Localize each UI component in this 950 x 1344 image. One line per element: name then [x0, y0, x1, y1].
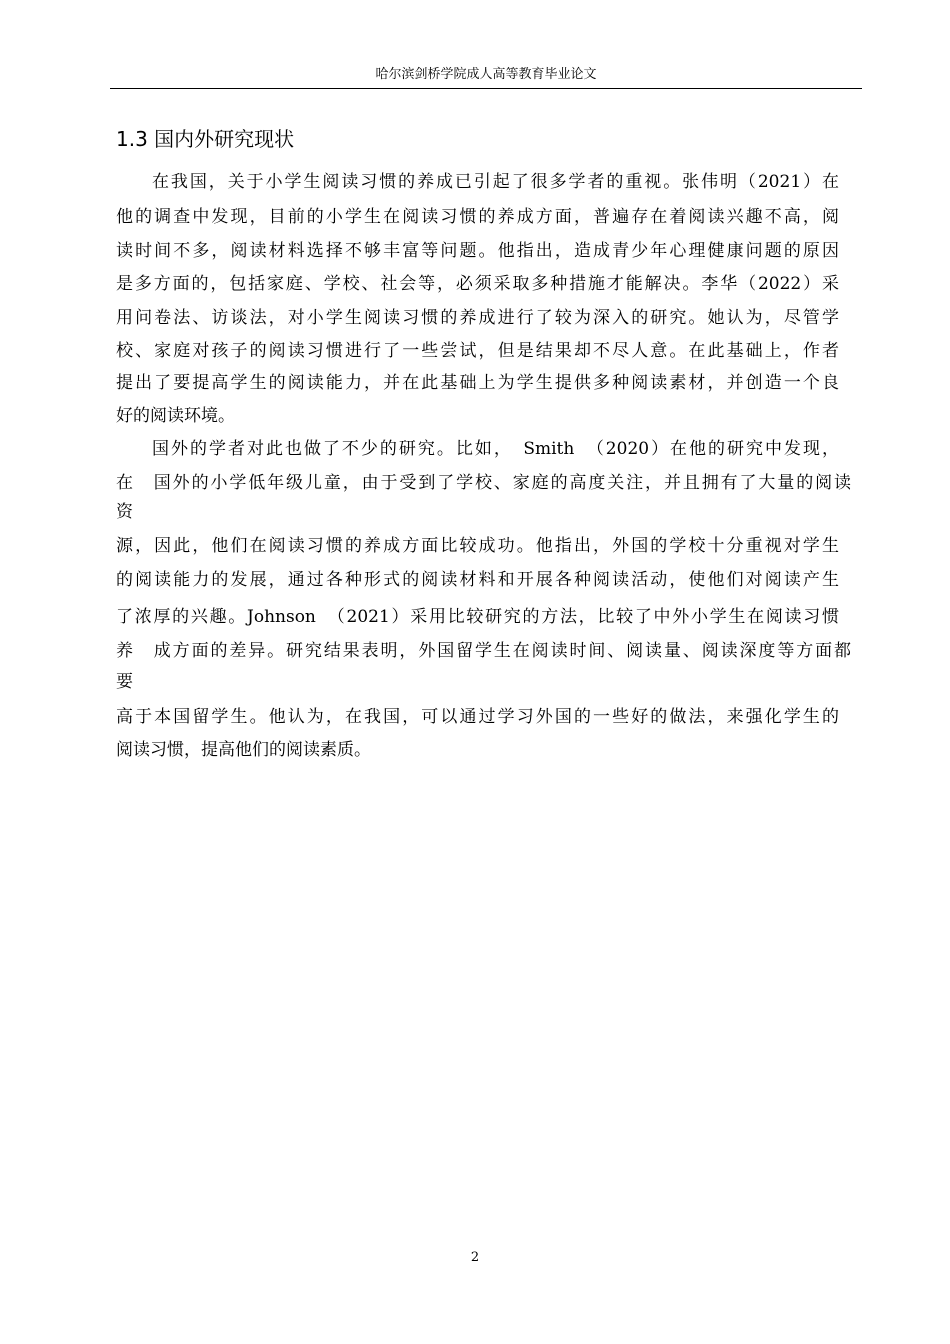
paragraph-line: 阅读习惯，提高他们的阅读素质。 — [116, 740, 371, 760]
paragraph-line: 国外的学者对此也做了不少的研究。比如， Smith （2020）在他的研究中发现， — [152, 439, 839, 459]
paragraph-line: 资 — [116, 502, 133, 522]
paragraph-line: 他的调查中发现，目前的小学生在阅读习惯的养成方面，普遍存在着阅读兴趣不高，阅 — [116, 207, 839, 227]
paragraph-line: 是多方面的，包括家庭、学校、社会等，必须采取多种措施才能解决。李华（2022）采 — [116, 274, 839, 294]
page-number: 2 — [470, 1250, 480, 1265]
paragraph-line: 校、家庭对孩子的阅读习惯进行了一些尝试，但是结果却不尽人意。在此基础上，作者 — [116, 341, 839, 361]
paragraph-line: 了浓厚的兴趣。Johnson （2021）采用比较研究的方法，比较了中外小学生在阅读习惯 — [116, 607, 839, 627]
paragraph-line: 用问卷法、访谈法，对小学生阅读习惯的养成进行了较为深入的研究。她认为，尽管学 — [116, 308, 839, 328]
paragraph-line: 的阅读能力的发展，通过各种形式的阅读材料和开展各种阅读活动，使他们对阅读产生 — [116, 570, 839, 590]
paragraph-line: 读时间不多，阅读材料选择不够丰富等问题。他指出，造成青少年心理健康问题的原因 — [116, 241, 839, 261]
paragraph-line: 要 — [116, 672, 133, 692]
paragraph-line: 高于本国留学生。他认为，在我国，可以通过学习外国的一些好的做法，来强化学生的 — [116, 707, 839, 727]
paragraph-line: 提出了要提高学生的阅读能力，并在此基础上为学生提供多种阅读素材，并创造一个良 — [116, 373, 839, 393]
section-heading: 1.3 国内外研究现状 — [116, 127, 295, 151]
header-divider — [110, 88, 862, 89]
paragraph-line: 好的阅读环境。 — [116, 406, 235, 426]
running-header: 哈尔滨剑桥学院成人高等教育毕业论文 — [375, 67, 597, 82]
paragraph-line: 源，因此，他们在阅读习惯的养成方面比较成功。他指出，外国的学校十分重视对学生 — [116, 536, 839, 556]
paragraph-line: 在 国外的小学低年级儿童，由于受到了学校、家庭的高度关注，并且拥有了大量的阅读 — [116, 473, 851, 493]
paragraph-line: 养 成方面的差异。研究结果表明，外国留学生在阅读时间、阅读量、阅读深度等方面都 — [116, 641, 851, 661]
paragraph-line: 在我国，关于小学生阅读习惯的养成已引起了很多学者的重视。张伟明（2021）在 — [152, 172, 839, 192]
